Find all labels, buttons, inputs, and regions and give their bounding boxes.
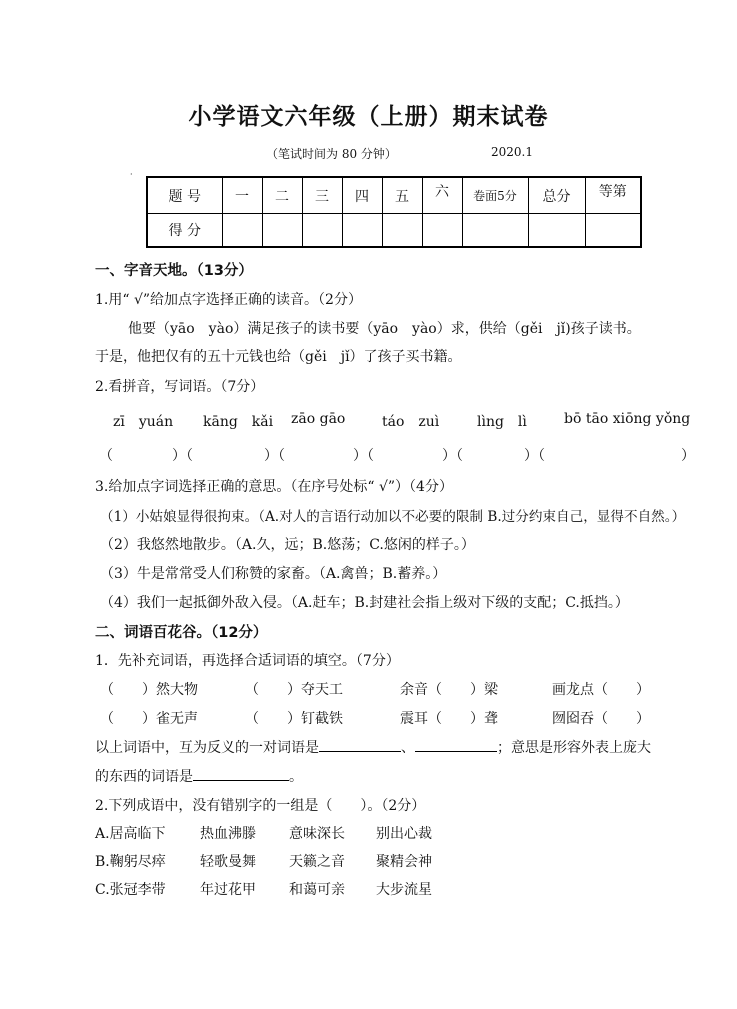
score-cell[interactable] bbox=[262, 214, 302, 248]
section2-heading: 二、词语百花谷。（12分） bbox=[95, 625, 268, 641]
option-c-2: 年过花甲 bbox=[200, 882, 256, 898]
header-cell-1: 一 bbox=[222, 177, 262, 214]
header-cell-neatness: 卷面5分 bbox=[462, 177, 528, 214]
q1-line1: 他要（yāo yào）满足孩子的读书要（yāo yào）求，供给（gěi jǐ)孩子读书。 bbox=[128, 321, 641, 337]
pinyin-4: táo zuì bbox=[382, 414, 440, 430]
answer-blank-antonym-1[interactable] bbox=[319, 737, 401, 752]
answer-bracket-1[interactable]: ）（ bbox=[172, 448, 193, 464]
option-c-4: 大步流星 bbox=[376, 882, 432, 898]
option-b-4: 聚精会神 bbox=[376, 854, 432, 870]
q2-prompt: 2.看拼音，写词语。（7分） bbox=[95, 379, 265, 395]
idiom-fill-1[interactable]: （ ）然大物 bbox=[100, 682, 198, 698]
header-cell-3: 三 bbox=[302, 177, 342, 214]
idiom-fill-5[interactable]: （ ）雀无声 bbox=[100, 711, 198, 727]
option-a-3: 意味深长 bbox=[289, 826, 345, 842]
score-cell[interactable] bbox=[422, 214, 462, 248]
exam-time-note: （笔试时间为 80 分钟） bbox=[266, 147, 397, 161]
answer-bracket-3[interactable]: ）（ bbox=[353, 448, 374, 464]
q3-item-3: （3）牛是常常受人们称赞的家畜。（A.禽兽；B.蓄养。） bbox=[100, 566, 447, 582]
score-row-label: 得 分 bbox=[147, 214, 222, 248]
option-a-2: 热血沸滕 bbox=[200, 826, 256, 842]
line3-text-c: ；意思是形容外表上庞大 bbox=[497, 740, 651, 756]
header-cell-label: 题 号 bbox=[147, 177, 222, 214]
line3-text-a: 以上词语中，互为反义的一对词语是 bbox=[95, 740, 319, 756]
header-cell-4: 四 bbox=[342, 177, 382, 214]
section1-heading: 一、字音天地。（13分） bbox=[95, 263, 253, 279]
q3-item-1: （1）小姑娘显得很拘束。（A.对人的言语行动加以不必要的限制 B.过分约束自己，显得不自然。） bbox=[100, 509, 686, 525]
score-table-header-row bbox=[147, 177, 641, 214]
line4-text-a: 的东西的词语是 bbox=[95, 769, 193, 785]
s2-q2-prompt: 2.下列成语中，没有错别字的一组是（ ）。（2分） bbox=[95, 798, 426, 814]
s2-q1-prompt: 1．先补充词语，再选择合适词语的填空。（7分） bbox=[95, 653, 400, 669]
header-cell-6: 六 bbox=[422, 177, 462, 214]
exam-date: 2020.1 bbox=[491, 145, 533, 159]
s2-q1-line3 bbox=[95, 737, 651, 757]
answer-blank-antonym-2[interactable] bbox=[415, 737, 497, 752]
idiom-fill-2[interactable]: （ ）夺天工 bbox=[245, 682, 343, 698]
score-cell[interactable] bbox=[528, 214, 585, 248]
s2-q1-line4 bbox=[95, 766, 303, 786]
score-table bbox=[146, 176, 642, 248]
header-cell-5: 五 bbox=[382, 177, 422, 214]
score-cell[interactable] bbox=[222, 214, 262, 248]
line4-text-b: 。 bbox=[289, 769, 303, 785]
q1-prompt: 1.用“ √”给加点字选择正确的读音。（2分） bbox=[95, 292, 362, 308]
pinyin-5: lìng lì bbox=[477, 414, 527, 430]
answer-blank-meaning[interactable] bbox=[193, 766, 289, 781]
score-table-score-row bbox=[147, 214, 641, 248]
answer-bracket-6[interactable]: ） bbox=[681, 448, 695, 464]
stray-dot: · bbox=[130, 170, 133, 179]
idiom-fill-7[interactable]: 震耳（ ）聋 bbox=[400, 711, 498, 727]
option-b-2: 轻歌曼舞 bbox=[200, 854, 256, 870]
idiom-fill-4[interactable]: 画龙点（ ） bbox=[552, 682, 650, 698]
option-a-1: A.居高临下 bbox=[95, 826, 166, 842]
bracket-open: （ bbox=[99, 448, 113, 464]
answer-bracket-4[interactable]: ）（ bbox=[442, 448, 463, 464]
q3-item-4: （4）我们一起抵御外敌入侵。（A.赶车；B.封建社会指上级对下级的支配；C.抵挡。） bbox=[100, 595, 629, 611]
score-cell[interactable] bbox=[382, 214, 422, 248]
option-b-1: B.鞠躬尽瘁 bbox=[95, 854, 166, 870]
option-a-4: 别出心裁 bbox=[376, 826, 432, 842]
score-cell[interactable] bbox=[342, 214, 382, 248]
option-b-3: 天籁之音 bbox=[289, 854, 345, 870]
q3-item-2: （2）我悠然地散步。（A.久，远；B.悠荡；C.悠闲的样子。） bbox=[100, 537, 475, 553]
idiom-fill-3[interactable]: 余音（ ）梁 bbox=[400, 682, 498, 698]
pinyin-1: zī yuán bbox=[113, 414, 174, 430]
score-cell[interactable] bbox=[302, 214, 342, 248]
idiom-fill-6[interactable]: （ ）钉截铁 bbox=[245, 711, 343, 727]
pinyin-6: bō tāo xiōng yǒng bbox=[564, 411, 691, 427]
q1-line2: 于是，他把仅有的五十元钱也给（gěi jǐ）了孩子买书籍。 bbox=[95, 349, 462, 365]
answer-bracket-5[interactable]: ）（ bbox=[524, 448, 545, 464]
line3-text-b: 、 bbox=[401, 740, 415, 756]
idiom-fill-8[interactable]: 囫囵吞（ ） bbox=[552, 711, 650, 727]
pinyin-3: zāo gāo bbox=[291, 411, 346, 427]
header-cell-2: 二 bbox=[262, 177, 302, 214]
header-cell-total: 总分 bbox=[528, 177, 585, 214]
option-c-3: 和蔼可亲 bbox=[289, 882, 345, 898]
exam-title: 小学语文六年级（上册）期末试卷 bbox=[188, 104, 549, 130]
header-cell-grade: 等第 bbox=[585, 177, 641, 214]
score-cell[interactable] bbox=[585, 214, 641, 248]
q3-prompt: 3.给加点字词选择正确的意思。（在序号处标“ √”）（4分） bbox=[95, 479, 453, 495]
score-cell[interactable] bbox=[462, 214, 528, 248]
option-c-1: C.张冠李带 bbox=[95, 882, 166, 898]
pinyin-2: kāng kǎi bbox=[203, 414, 274, 430]
answer-bracket-2[interactable]: ）（ bbox=[264, 448, 285, 464]
